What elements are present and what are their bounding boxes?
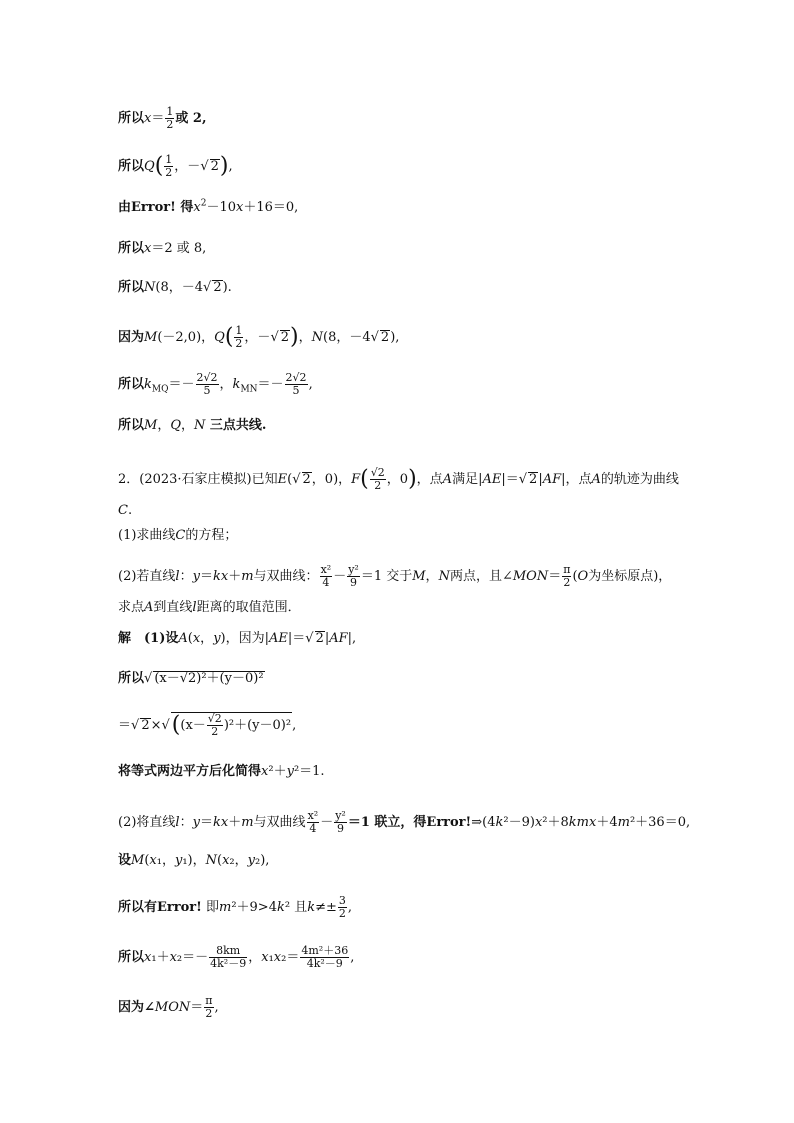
problem-2-line-2: C. — [118, 503, 133, 518]
fraction: $\frac{3}{2}$ — [338, 894, 346, 920]
line-6: 因为M(－2,0)，Q( $\frac{1}{2}$ ，－√ 2)，N(8，－4√ 2), — [118, 324, 400, 350]
fraction: $\frac{\pi}{2}$ — [205, 994, 213, 1020]
solution-line-5: (2)将直线l：y＝kx＋m与双曲线 $\frac{\text{x²}}{4}$ － $\frac{\text{y²}}{9}$ ＝1 联立，得Error!⇒(4k²－9)x²＋8kmx＋4m²＋36＝0, — [118, 809, 691, 835]
solution-line-9: 因为∠MON＝ $\frac{\pi}{2}$ , — [118, 994, 219, 1020]
fraction: $\frac{\text{x²}}{4}$ — [320, 563, 332, 589]
error-placeholder: Error! — [426, 815, 472, 830]
solution-line-6: 设M(x₁，y₁)，N(x₂，y₂), — [118, 853, 270, 868]
question-2-line-2: 求点A到直线l距离的取值范围． — [118, 600, 301, 615]
line-8: 所以M，Q，N 三点共线. — [118, 418, 267, 433]
question-1: (1)求曲线C的方程； — [118, 528, 238, 543]
question-2-line-1: (2)若直线l：y＝kx＋m与双曲线： $\frac{\text{x²}}{4}$ － $\frac{\text{y²}}{9}$ ＝1 交于M，N两点，且∠MON＝ $\frac{\pi}{2}$ (O为坐标原点)， — [118, 563, 672, 589]
line-1: 所以x＝ $\frac{1}{2}$ 或 2, — [118, 105, 207, 131]
fraction: $\frac{1}{2}$ — [165, 153, 173, 179]
radical-expression: ((x－ $\frac{√2}{2}$ )²＋(y－0)² — [171, 712, 292, 738]
fraction: $\frac{8km}{\text{4k²－9}}$ — [210, 944, 247, 970]
line-4: 所以x＝2 或 8, — [118, 241, 207, 256]
line-3: 由Error! 得$x^2-10x+16=0$, — [118, 198, 299, 215]
line-2: 所以Q( $\frac{1}{2}$ ，－√ 2), — [118, 153, 233, 179]
solution-line-7: 所以有Error! 即m²＋9>4k² 且k≠± $\frac{3}{2}$ , — [118, 894, 353, 920]
fraction: $\frac{1}{2}$ — [235, 324, 243, 350]
fraction: $\frac{2√2}{5}$ — [285, 371, 307, 397]
solution-line-2: 所以√ (x－√2)²＋(y－0)² — [118, 671, 264, 686]
fraction: $\frac{\text{y²}}{9}$ — [348, 563, 359, 589]
fraction: $\frac{\text{4m²＋36}}{\text{4k²－9}}$ — [301, 944, 349, 970]
fraction: $\frac{√2}{2}$ — [370, 466, 385, 492]
fraction: $\frac{1}{2}$ — [166, 105, 174, 131]
line-7: 所以$k_{MQ}=-$ $\frac{2√2}{5}$ ，$k_{MN}=-$ $\frac{2√2}{5}$ , — [118, 371, 313, 397]
error-placeholder: Error! — [131, 200, 176, 215]
fraction: $\frac{\text{y²}}{9}$ — [335, 809, 346, 835]
error-placeholder: Error! — [157, 900, 202, 915]
solution-line-3: ＝√ 2×√((x－ $\frac{√2}{2}$ )²＋(y－0)², — [118, 712, 297, 738]
fraction: $\frac{\text{x²}}{4}$ — [307, 809, 319, 835]
solution-line-4: 将等式两边平方后化简得x²＋y²＝1. — [118, 764, 325, 779]
fraction: $\frac{\pi}{2}$ — [563, 563, 571, 589]
line-5: 所以N(8，－4√ 2). — [118, 280, 232, 295]
fraction: $\frac{√2}{2}$ — [207, 712, 222, 738]
problem-2-line-1: 2．(2023·石家庄模拟)已知E(√ 2，0)，F( $\frac{√2}{2}$ ，0)，点A满足|AE|＝√ 2|AF|，点A的轨迹为曲线 — [118, 466, 679, 492]
fraction: $\frac{2√2}{5}$ — [196, 371, 218, 397]
solution-line-1: 解 (1)设A(x，y)，因为|AE|＝√ 2|AF|, — [118, 631, 357, 646]
solution-line-8: 所以x₁＋x₂＝－ $\frac{8km}{\text{4k²－9}}$ ，x₁x₂＝ $\frac{\text{4m²＋36}}{\text{4k²－9}}$ , — [118, 944, 355, 970]
